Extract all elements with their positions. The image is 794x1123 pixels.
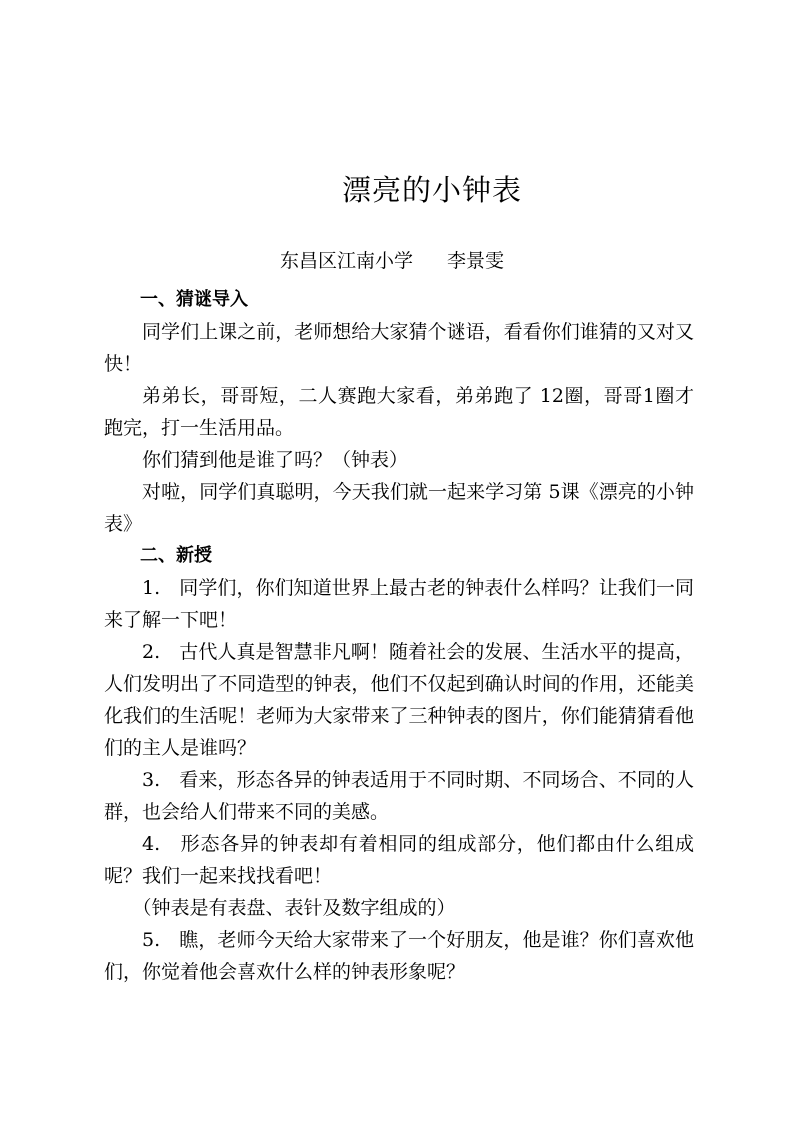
paragraph: （钟表是有表盘、表针及数字组成的） [132, 897, 456, 919]
paragraph: 1. 同学们，你们知道世界上最古老的钟表什么样吗？让我们一同来了解一下吧！ [104, 577, 694, 631]
paragraph: 3. 看来，形态各异的钟表适用于不同时期、不同场合、不同的人群，也会给人们带来不同的美感。 [104, 769, 694, 823]
document-body [104, 284, 694, 988]
paragraph: 4. 形态各异的钟表却有着相同的组成部分，他们都由什么组成呢？我们一起来找找看吧！ [104, 833, 694, 887]
author-line [280, 248, 504, 274]
author-name: 李景雯 [447, 250, 505, 272]
paragraph: 对啦，同学们真聪明，今天我们就一起来学习第 5课《漂亮的小钟表》 [104, 481, 694, 535]
section-heading: 二、新授 [140, 545, 212, 566]
document-title: 漂亮的小钟表 [341, 173, 522, 207]
author-school: 东昌区江南小学 [280, 250, 414, 272]
paragraph: 同学们上课之前，老师想给大家猜个谜语，看看你们谁猜的又对又快！ [104, 321, 694, 375]
paragraph: 你们猜到他是谁了吗？（钟表） [142, 449, 409, 471]
section-heading: 一、猜谜导入 [140, 289, 248, 310]
paragraph: 弟弟长，哥哥短，二人赛跑大家看，弟弟跑了 12圈，哥哥1圈才跑完，打一生活用品。 [104, 385, 694, 439]
paragraph: 2. 古代人真是智慧非凡啊！随着社会的发展、生活水平的提高，人们发明出了不同造型的钟表，他们不仅起到确认时间的作用，还能美化我们的生活呢！老师为大家带来了三种钟表的图片，你们能猜猜看他们的主人是谁吗？ [104, 641, 694, 759]
paragraph: 5. 瞧，老师今天给大家带来了一个好朋友，他是谁？你们喜欢他们，你觉着他会喜欢什么样的钟表形象呢？ [104, 929, 694, 983]
